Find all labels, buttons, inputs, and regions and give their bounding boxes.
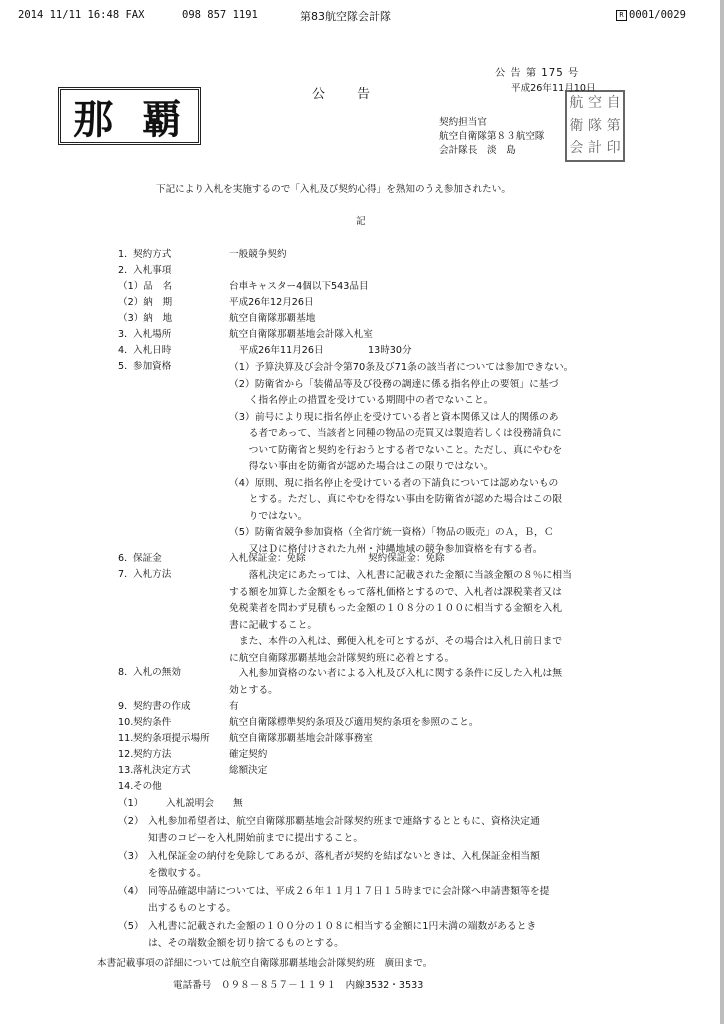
item-value: 確定契約 <box>229 749 268 760</box>
item-label: （3）納 地 <box>118 313 173 324</box>
other-line: 出するものとする。 <box>148 902 237 914</box>
item-label: 契約条項提示場所 <box>133 733 210 744</box>
naha-stamp <box>58 87 201 145</box>
item-label: 契約方式 <box>133 249 172 260</box>
item-label: 契約方法 <box>133 749 172 760</box>
item-number: 10. <box>118 717 134 728</box>
notice-title: 公 告 <box>312 87 373 102</box>
seal-char: 計 <box>587 140 602 157</box>
item-8-lines <box>229 666 562 699</box>
item-value: 台車キャスター4個以下543品目 <box>229 281 369 292</box>
item-number: 11. <box>118 733 134 744</box>
intro-text: 下記により入札を実施するので「入札及び契約心得」を熟知のうえ参加されたい。 <box>156 184 511 195</box>
stamp-char-2: 覇 <box>141 95 186 143</box>
qual-line: （3）前号により現に指名停止を受けている者と資本関係又は人的関係のあ <box>229 411 559 423</box>
method-line: する額を加算した金額をもって落札価格とするので、入札者は課税業者又は <box>229 586 562 598</box>
fax-datetime: 2014 11/11 16:48 FAX <box>18 9 145 21</box>
item-label: （1）品 名 <box>118 281 173 292</box>
item-value: 入札保証金：免除 <box>229 553 306 564</box>
stamp-char-1: 那 <box>73 95 118 143</box>
item-number: 2． <box>118 265 134 276</box>
item-label: 入札方法 <box>133 569 172 580</box>
other-number: （1） <box>118 798 144 809</box>
other-line: 入札説明会 無 <box>166 798 243 809</box>
qual-line: りではない。 <box>229 510 308 522</box>
item-value: 一般競争契約 <box>229 249 287 260</box>
other-line: を徴収する。 <box>148 867 207 879</box>
seal-char: 第 <box>606 117 621 134</box>
other-line: 入札参加希望者は、航空自衛隊那覇基地会計隊契約班まで連絡するとともに、資格決定通 <box>148 816 540 827</box>
notice-number: 公 告 第 175 号 <box>495 68 580 79</box>
item-number: 14. <box>118 781 134 792</box>
qual-line: （1）予算決算及び会計令第70条及び71条の該当者については参加できない。 <box>229 362 574 373</box>
item-label: 契約条件 <box>133 717 172 728</box>
qual-line: ついて防衛省と契約を行おうとする者でないこと。ただし、真にやむを <box>229 444 563 456</box>
item-label: 入札事項 <box>133 265 172 276</box>
seal-char: 航 <box>569 95 584 111</box>
item-number: 4． <box>118 345 134 356</box>
item-label: 入札場所 <box>133 329 172 340</box>
item-number: 9． <box>118 701 134 712</box>
item-number: 7． <box>118 569 134 580</box>
item-number: 1． <box>118 249 134 260</box>
other-number: （2） <box>118 816 144 827</box>
other-line: は、その端数金額を切り捨てるものとする。 <box>148 937 344 949</box>
method-line: に航空自衛隊那覇基地会計隊契約班に必着とする。 <box>229 652 455 664</box>
item-number: 5． <box>118 361 134 372</box>
item-value: 総額決定 <box>229 765 268 776</box>
other-line: 知書のコピーを入札開始前までに提出すること。 <box>148 832 364 844</box>
scan-edge <box>720 0 724 1024</box>
method-line: 免税業者を問わず見積もった金額の１０８分の１００に相当する金額を入札 <box>229 603 563 614</box>
item-number: 13. <box>118 765 134 776</box>
officer-role: 契約担当官 <box>439 117 487 128</box>
qual-line: （4）原則、現に指名停止を受けている者の下請負については認めないもの <box>229 477 559 489</box>
item-label: 契約書の作成 <box>133 701 191 712</box>
invalid-line: 効とする。 <box>229 684 278 696</box>
seal-char: 印 <box>606 140 621 157</box>
item-label: 参加資格 <box>133 361 172 372</box>
notice-date: 平成26年11月10日 <box>511 83 596 94</box>
item-value-2: 契約保証金：免除 <box>368 553 445 564</box>
qual-line: （2）防衛省から「装備品等及び役務の調達に係る指名停止の要領」に基づ <box>229 378 559 390</box>
item-time: 13時30分 <box>368 345 412 356</box>
other-number: （3） <box>118 851 144 862</box>
item-value: 航空自衛隊標準契約条項及び適用契約条項を参照のこと。 <box>229 717 479 728</box>
qual-line: る者であって、当該者と同種の物品の売買又は製造若しくは役務請負に <box>229 428 562 439</box>
seal-char: 会 <box>569 140 584 157</box>
qual-line: く指名停止の措置を受けている期間中の者でないこと。 <box>229 395 494 406</box>
other-item-2 <box>118 814 540 847</box>
item-label: その他 <box>133 781 162 792</box>
fax-page <box>616 9 686 21</box>
other-line: 入札書に記載された金額の１００分の１０８に相当する金額に1円未満の端数があるとき <box>148 921 537 932</box>
fax-page-icon: R <box>616 10 627 21</box>
seal-char: 隊 <box>587 117 602 134</box>
other-item-1 <box>118 797 243 811</box>
seal-char: 衛 <box>569 117 584 134</box>
method-line: 落札決定にあたっては、入札書に記載された金額に当該金額の８％に相当 <box>229 570 572 581</box>
qual-line: とする。ただし、真にやむを得ない事由を防衛省が認めた場合はこの限 <box>229 494 563 505</box>
fax-number: 098 857 1191 <box>182 9 258 21</box>
item-label: 落札決定方式 <box>133 765 191 776</box>
item-value: 有 <box>229 701 239 712</box>
item-label: 入札日時 <box>133 345 172 356</box>
qual-line: 得ない事由を防衛省が認めた場合はこの限りではない。 <box>229 461 494 472</box>
item-label: 入札の無効 <box>133 667 181 678</box>
seal-char: 自 <box>606 95 621 111</box>
item-value: 航空自衛隊那覇基地 <box>229 313 316 324</box>
item-value: 航空自衛隊那覇基地会計隊入札室 <box>229 329 373 340</box>
official-seal <box>565 90 625 162</box>
item-value: 平成26年12月26日 <box>229 297 314 308</box>
footer-details: 本書記載事項の詳細については航空自衛隊那覇基地会計隊契約班 廣田まで。 <box>97 958 433 969</box>
other-item-4 <box>118 884 549 917</box>
item-number: 6． <box>118 553 134 564</box>
officer-name: 会計隊長 淡 島 <box>439 145 555 156</box>
other-line: 同等品確認申請については、平成２６年１１月１７日１５時までに会計隊へ申請書類等を提 <box>148 886 550 897</box>
method-line: 書に記載すること。 <box>229 619 318 631</box>
other-item-3 <box>118 849 540 882</box>
other-number: （4） <box>118 886 144 897</box>
ki-heading: 記 <box>356 216 366 227</box>
item-number: 12. <box>118 749 134 760</box>
seal-char: 空 <box>587 95 602 111</box>
fax-page-text: 0001/0029 <box>629 9 686 21</box>
item-label: （2）納 期 <box>118 297 173 308</box>
other-line: 入札保証金の納付を免除してあるが、落札者が契約を結ばないときは、入札保証金相当額 <box>148 851 540 862</box>
other-item-5 <box>118 919 536 952</box>
fax-sender: 第83航空隊会計隊 <box>300 10 391 23</box>
item-number: 8． <box>118 667 134 678</box>
item-number: 3． <box>118 329 134 340</box>
method-line: また、本件の入札は、郵便入札を可とするが、その場合は入札日前日まで <box>229 636 563 647</box>
item-5-lines <box>229 360 573 558</box>
qual-line: 又はＤに格付けされた九州・沖縄地域の競争参加資格を有する者。 <box>229 543 543 555</box>
qual-line: （5）防衛省競争参加資格（全省庁統一資格）「物品の販売」のＡ，Ｂ，Ｃ <box>229 527 554 538</box>
other-number: （5） <box>118 921 144 932</box>
item-value: 航空自衛隊那覇基地会計隊事務室 <box>229 733 373 744</box>
invalid-line: 入札参加資格のない者による入札及び入札に関する条件に反した入札は無 <box>229 668 563 679</box>
item-7-lines <box>229 568 572 667</box>
footer-phone: 電話番号 ０９８－８５７－１１９１ 内線3532・3533 <box>173 980 424 991</box>
item-value: 平成26年11月26日 <box>239 345 324 356</box>
officer-org: 航空自衛隊第８３航空隊 <box>439 131 545 142</box>
item-label: 保証金 <box>133 553 162 564</box>
